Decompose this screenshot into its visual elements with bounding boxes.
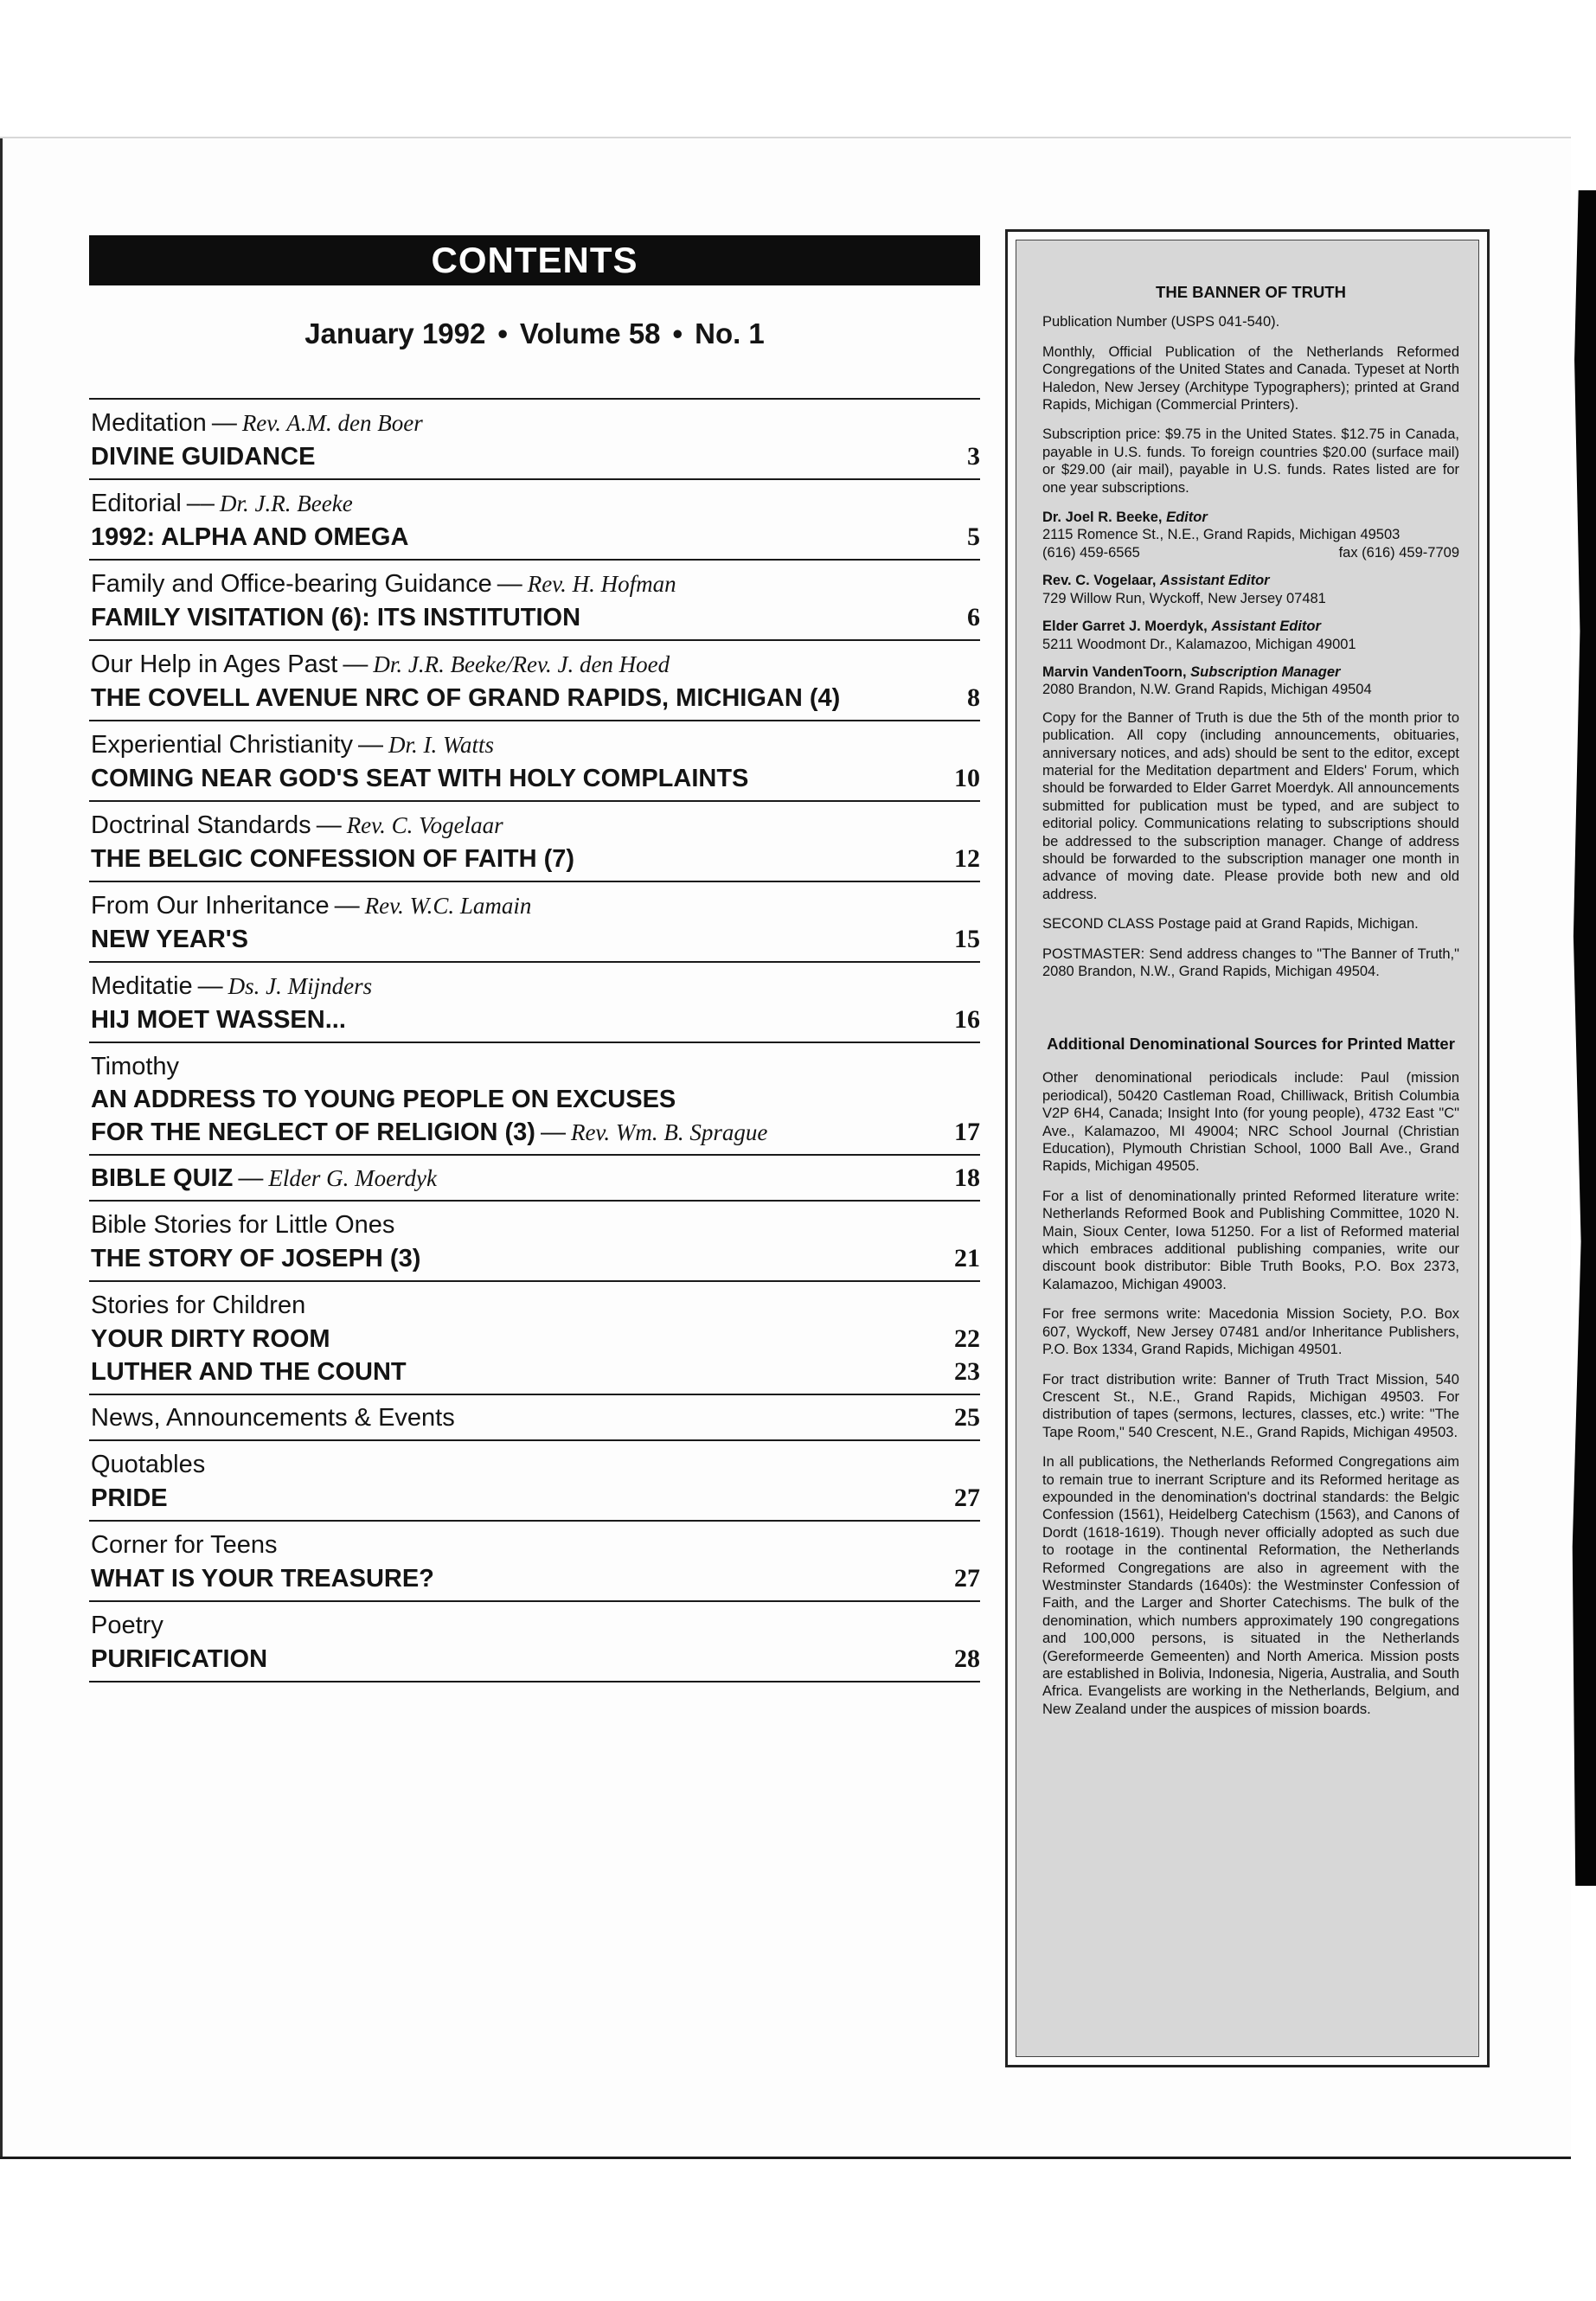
subscription-manager-block: Marvin VandenToorn, Subscription Manager 2080 Brandon, N.W. Grand Rapids, Michigan 49504 <box>1042 663 1372 698</box>
toc-entry[interactable]: Doctrinal Standards — Rev. C. Vogelaar THE BELGIC CONFESSION OF FAITH (7) 12 <box>89 800 980 881</box>
toc-page-number: 10 <box>954 764 980 792</box>
toc-title: THE STORY OF JOSEPH (3) <box>91 1245 421 1272</box>
toc-title: WHAT IS YOUR TREASURE? <box>91 1565 434 1593</box>
toc-title: FAMILY VISITATION (6): ITS INSTITUTION <box>91 604 581 631</box>
toc-title: AN ADDRESS TO YOUNG PEOPLE ON EXCUSES <box>91 1086 676 1113</box>
toc-page-number: 12 <box>954 844 980 873</box>
toc-page-number: 25 <box>954 1403 980 1432</box>
page-sheet <box>0 137 1571 2159</box>
toc-title: YOUR DIRTY ROOM <box>91 1325 330 1353</box>
toc-page-number: 28 <box>954 1644 980 1673</box>
toc-entry[interactable]: Bible Stories for Little Ones THE STORY OF JOSEPH (3) 21 <box>89 1200 980 1280</box>
toc-entry[interactable]: Our Help in Ages Past — Dr. J.R. Beeke/Rev. J. den Hoed THE COVELL AVENUE NRC OF GRAND RAPIDS, MICHIGAN (4) 8 <box>89 639 980 720</box>
toc-title: HIJ MOET WASSEN... <box>91 1006 346 1034</box>
toc-entry[interactable]: BIBLE QUIZ — Elder G. Moerdyk 18 <box>89 1154 980 1200</box>
toc-page-number: 21 <box>954 1244 980 1272</box>
sources-aim: In all publications, the Netherlands Reformed Congregations aim to remain true to inerrant Scripture and its Reformed heritage as expounded in the denomination's doctrinal standards: the Belgic Confession (1561), Heidelberg Catechism (1563), and Canons of Dordt (1618-1619). Though never officially adopted as such due to rootage in the continental Reformation, the Netherlands Reformed Congregations are also in agreement with the Westminster Standards (1640s): the Westminster Confession of Faith, and the Larger and Shorter Catechisms. The bulk of the denomination, which numbers approximately 190 congregations and 100,000 persons, is situated in the Netherlands (Gereformeerde Gemeenten) and North America. Mission posts are established in Bolivia, Indonesia, Nigeria, Australia, and South Africa. Evangelists are working in the Netherlands, Belgium, and New Zealand under the auspices of mission boards. <box>1042 1454 1459 1717</box>
toc-page-number: 27 <box>954 1564 980 1593</box>
assistant-editor-block: Elder Garret J. Moerdyk, Assistant Editor 5211 Woodmont Dr., Kalamazoo, Michigan 49001 <box>1042 619 1356 652</box>
toc-entry[interactable]: Meditation — Rev. A.M. den Boer DIVINE GUIDANCE 3 <box>89 398 980 478</box>
toc-title: THE COVELL AVENUE NRC OF GRAND RAPIDS, MICHIGAN (4) <box>91 684 841 712</box>
sources-periodicals: Other denominational periodicals include: Paul (mission periodical), 50420 Castleman Road, Chilliwack, British Columbia V2P 6H4, Canada; Insight Into (for young people), 4732 East "C" Ave., Kalamazoo, MI 49004; NRC School Journal (Christian Education), Plymouth Christian School, 1000 Ball Ave., Grand Rapids, Michigan 49505. <box>1042 1070 1459 1175</box>
toc-title: FOR THE NEGLECT OF RELIGION (3) <box>91 1118 535 1146</box>
toc-page-number: 16 <box>954 1005 980 1034</box>
toc-page-number: 23 <box>954 1357 980 1386</box>
toc-title: PURIFICATION <box>91 1645 268 1673</box>
contents-header: CONTENTS <box>89 235 980 285</box>
sources-heading: Additional Denominational Sources for Printed Matter <box>1047 1035 1455 1054</box>
toc-page-number: 6 <box>967 603 980 631</box>
contents-column <box>89 235 980 1682</box>
toc-page-number: 5 <box>967 522 980 551</box>
sources-literature: For a list of denominationally printed Reformed literature write: Netherlands Reformed Book and Publishing Committee, 1020 N. Main, Sioux Center, Iowa 51250. For a list of Reformed material which embraces additional publishing companies, write our discount book distributor: Bible Truth Books, P.O. Box 2373, Kalamazoo, Michigan 49003. <box>1042 1188 1459 1292</box>
sources-tracts: For tract distribution write: Banner of Truth Tract Mission, 540 Crescent St., N.E., Grand Rapids, Michigan 49503. For distribution of tapes (sermons, lectures, classes, etc.) write: "The Tape Room," 540 Crescent, N.E., Grand Rapids, Michigan 49503. <box>1042 1371 1459 1440</box>
copy-notice: Copy for the Banner of Truth is due the 5th of the month prior to publication. All copy (including announcements, obituaries, anniversary notices, and ads) should be sent to the editor, except material for the Meditation department and Elders' Forum, which should be forwarded to Elder Garret Moerdyk. All announcements submitted for publication must be typed, and are subject to editorial policy. Communications relating to subscriptions should be addressed to the subscription manager. Change of address should be forwarded to the subscription manager one month in advance of moving date. Please provide both new and old address. <box>1042 709 1459 902</box>
subscription-price: Subscription price: $9.75 in the United States. $12.75 in Canada, payable in U.S. funds. To foreign countries $20.00 (surface mail) or $29.00 (air mail), payable in U.S. funds. Rates listed are for one year subscriptions. <box>1042 426 1459 496</box>
issue-number: No. 1 <box>695 317 765 349</box>
toc-page-number: 15 <box>954 925 980 953</box>
toc-entry[interactable]: News, Announcements & Events 25 <box>89 1394 980 1439</box>
postage-notice: SECOND CLASS Postage paid at Grand Rapids, Michigan. <box>1042 916 1419 933</box>
toc-page-number: 3 <box>967 442 980 471</box>
scan-edge <box>1571 190 1596 1886</box>
toc-page-number: 18 <box>954 1163 980 1192</box>
toc-page-number: 8 <box>967 683 980 712</box>
masthead-heading: THE BANNER OF TRUTH <box>1156 283 1346 301</box>
editor-block: Dr. Joel R. Beeke, Editor 2115 Romence St., N.E., Grand Rapids, Michigan 49503 (616) 459-6565 fax (616) 459-7709 <box>1042 510 1459 561</box>
toc-entry[interactable]: Editorial –– Dr. J.R. Beeke 1992: ALPHA AND OMEGA 5 <box>89 478 980 559</box>
toc-title: LUTHER AND THE COUNT <box>91 1358 407 1386</box>
masthead-box <box>1005 229 1490 2067</box>
toc-entry[interactable]: Poetry PURIFICATION 28 <box>89 1600 980 1682</box>
sources-sermons: For free sermons write: Macedonia Mission Society, P.O. Box 607, Wyckoff, New Jersey 07481 and/or Inheritance Publishers, P.O. Box 1334, Grand Rapids, Michigan 49501. <box>1042 1306 1459 1358</box>
toc-title: BIBLE QUIZ <box>91 1164 234 1192</box>
toc-entry[interactable]: Family and Office-bearing Guidance — Rev. H. Hofman FAMILY VISITATION (6): ITS INSTITUTION 6 <box>89 559 980 639</box>
table-of-contents <box>89 398 980 1682</box>
toc-entry[interactable]: From Our Inheritance — Rev. W.C. Lamain NEW YEAR'S 15 <box>89 881 980 961</box>
issue-date: January 1992 <box>304 317 486 349</box>
issue-volume: Volume 58 <box>519 317 661 349</box>
issue-line: January 1992 • Volume 58 • No. 1 <box>304 317 765 349</box>
toc-entry[interactable]: Meditatie — Ds. J. Mijnders HIJ MOET WASSEN... 16 <box>89 961 980 1042</box>
postmaster-notice: POSTMASTER: Send address changes to "The Banner of Truth," 2080 Brandon, N.W., Grand Rapids, Michigan 49504. <box>1042 945 1459 979</box>
toc-entry[interactable]: Timothy AN ADDRESS TO YOUNG PEOPLE ON EXCUSES FOR THE NEGLECT OF RELIGION (3) — Rev. Wm. B. Sprague 17 <box>89 1042 980 1154</box>
toc-title: 1992: ALPHA AND OMEGA <box>91 523 409 551</box>
assistant-editor-block: Rev. C. Vogelaar, Assistant Editor 729 Willow Run, Wyckoff, New Jersey 07481 <box>1042 573 1326 606</box>
toc-page-number: 27 <box>954 1484 980 1512</box>
publication-about: Monthly, Official Publication of the Netherlands Reformed Congregations of the United States and Canada. Typeset at North Haledon, New Jersey (Architype Typographers); printed at Grand Rapids, Michigan (Commercial Printers). <box>1042 343 1459 413</box>
toc-title: THE BELGIC CONFESSION OF FAITH (7) <box>91 845 575 873</box>
toc-title: NEW YEAR'S <box>91 926 249 953</box>
toc-entry[interactable]: Experiential Christianity — Dr. I. Watts COMING NEAR GOD'S SEAT WITH HOLY COMPLAINTS 10 <box>89 720 980 800</box>
toc-entry[interactable]: Corner for Teens WHAT IS YOUR TREASURE? 27 <box>89 1520 980 1600</box>
toc-page-number: 22 <box>954 1324 980 1353</box>
toc-entry[interactable]: Quotables PRIDE 27 <box>89 1439 980 1520</box>
masthead-panel <box>1016 240 1479 2057</box>
publication-number: Publication Number (USPS 041-540). <box>1042 314 1280 330</box>
toc-title: COMING NEAR GOD'S SEAT WITH HOLY COMPLAINTS <box>91 765 749 792</box>
page-spine <box>0 138 3 2157</box>
toc-title: PRIDE <box>91 1484 168 1512</box>
toc-page-number: 17 <box>954 1118 980 1146</box>
toc-title: DIVINE GUIDANCE <box>91 443 316 471</box>
toc-entry[interactable]: Stories for Children YOUR DIRTY ROOM 22 LUTHER AND THE COUNT 23 <box>89 1280 980 1394</box>
